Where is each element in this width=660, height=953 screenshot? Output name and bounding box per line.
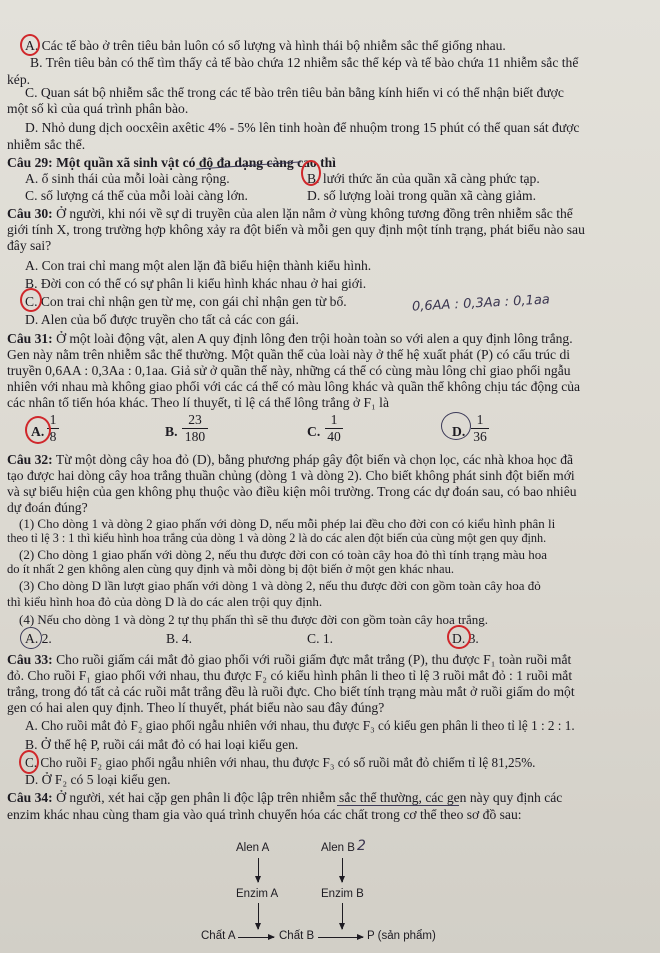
q28-option-d-line2: nhiễm sắc thể.	[7, 137, 86, 152]
q31-stem-line3: truyền 0,6AA : 0,3Aa : 0,1aa. Giả sử ở quần thể này, những cá thể có cùng màu lông chỉ giao phối ngẫu	[7, 363, 571, 378]
answer-circle-q32	[447, 625, 471, 649]
q33-stem-line1: Câu 33: Cho ruồi giấm cái mắt đỏ giao phối với ruồi giấm đực mắt trắng (P), thu được F₁ toàn ruồi mắt	[7, 652, 572, 667]
diagram-allele-a: Alen A	[236, 842, 270, 854]
arrow-enzyme-b-to-reaction	[342, 903, 343, 929]
q30-option-d: D. Alen của bố được truyền cho tất cả các con gái.	[25, 312, 299, 327]
q30-option-c: C. Con trai chỉ nhận gen từ mẹ, con gái chỉ nhận gen từ bố.	[25, 294, 347, 309]
arrow-enzyme-a-to-reaction	[258, 903, 259, 929]
q28-option-a: A. Các tế bào ở trên tiêu bản luôn có số lượng và hình thái bộ nhiễm sắc thể giống nhau.	[25, 38, 506, 53]
q31-a-numerator: 1	[49, 412, 57, 427]
q33-option-b: B. Ở thế hệ P, ruồi cái mắt đỏ có hai loại kiểu gen.	[25, 737, 299, 752]
q31-b-denominator: 180	[184, 429, 206, 444]
q32-stem-line4: dự đoán đúng?	[7, 500, 88, 515]
diagram-substance-a: Chất A	[201, 930, 236, 942]
q31-stem-line2: Gen này nằm trên nhiễm sắc thể thường. Một quần thể của loài này ở thế hệ xuất phát (P) có cấu trúc di	[7, 347, 571, 362]
q31-option-c-fraction	[325, 413, 343, 444]
q30-stem-line3: đây sai?	[7, 238, 52, 253]
arrow-substance-b-to-product	[318, 937, 363, 938]
q32-stem-line3: và sự biểu hiện của gen không phụ thuộc vào điều kiện môi trường. Trong các dự đoán sau, có bao nhiêu	[7, 484, 577, 499]
q32-statement-1-line1: (1) Cho dòng 1 và dòng 2 giao phấn với dòng D, nếu mỗi phép lai đều cho đời con có kiểu hình phân li	[19, 516, 556, 531]
q31-d-denominator: 36	[473, 429, 487, 444]
q28-option-b-line1: B. Trên tiêu bản có thể tìm thấy cả tế bào chứa 12 nhiễm sắc thể kép và tế bào chứa 11 nhiễm sắc thể	[30, 55, 579, 70]
underline-q34	[337, 805, 459, 806]
q32-option-d: D. 3.	[452, 631, 479, 646]
q31-option-b-label: B.	[165, 424, 178, 439]
arrow-allele-a-to-enzyme-a	[258, 858, 259, 882]
q34-stem-line2: enzim khác nhau cùng tham gia vào quá trình chuyển hóa các chất trong cơ thể theo sơ đồ sau:	[7, 807, 522, 822]
q32-stem-line1: Câu 32: Từ một dòng cây hoa đỏ (D), bằng phương pháp gây đột biến và chọn lọc, các nhà khoa học đã	[7, 452, 574, 467]
q31-d-numerator: 1	[476, 412, 484, 427]
diagram-enzyme-a: Enzim A	[236, 888, 279, 900]
q32-statement-1-line2: theo tỉ lệ 3 : 1 thì kiểu hình hoa trắng của dòng 1 và dòng 2 là do các alen đột biến của cùng một gen quy định.	[7, 531, 547, 545]
q31-stem-line5: các nhân tố tiến hóa khác. Theo lí thuyết, tỉ lệ cá thể lông trắng ở F₁ là	[7, 395, 389, 410]
question-number: Câu 31:	[7, 331, 53, 346]
q30-stem-line2: giới tính X, trong trường hợp không xảy ra đột biến và mỗi gen quy định một tính trạng, phát biểu nào sau	[7, 222, 585, 237]
diagram-product: P (sản phẩm)	[367, 930, 436, 942]
q32-statement-3-line2: thì kiểu hình hoa đỏ của dòng D là do các alen trội quy định.	[7, 594, 323, 609]
question-number: Câu 34:	[7, 790, 53, 805]
q33-stem-line3: trắng, trong đó tất cả các ruồi mắt trắng đều là ruồi đực. Cho biết tính trạng màu mắt ở ruồi giấm do một	[7, 684, 575, 699]
arrow-substance-a-to-b	[238, 937, 274, 938]
q33-stem-line4: gen có hai alen quy định. Theo lí thuyết, phát biểu nào sau đây đúng?	[7, 700, 385, 715]
q28-option-d-line1: D. Nhỏ dung dịch oocxêin axêtic 4% - 5% lên tinh hoàn để nhuộm trong 15 phút có thể quan sát được	[25, 120, 580, 135]
q31-a-denominator: 8	[49, 429, 57, 444]
question-number: Câu 32:	[7, 452, 53, 467]
pencil-circle-q31-d	[441, 412, 471, 440]
diagram-substance-b: Chất B	[279, 930, 315, 942]
diagram-allele-b: Alen B	[321, 842, 355, 854]
answer-circle-q33	[19, 750, 39, 774]
q28-option-b-line2: kép.	[7, 72, 31, 87]
q33-stem-line2: đỏ. Cho ruồi F₁ giao phối với nhau, thu được F₂ có kiểu hình phân li theo tỉ lệ 3 ruồi mắt đỏ : 1 ruồi mắt	[7, 668, 573, 683]
q31-stem-line4: nhiên với nhau mà không giao phối với các cá thể có màu lông khác và quần thể không chịu tác động của	[7, 379, 581, 394]
q32-statement-4: (4) Nếu cho dòng 1 và dòng 2 tự thụ phấn thì sẽ thu được đời con gồm toàn cây hoa trắng.	[19, 612, 489, 627]
answer-circle-q28	[20, 34, 40, 56]
handwritten-note-q30: 0,6AA : 0,3Aa : 0,1aa	[411, 292, 551, 315]
q31-option-d-fraction	[471, 413, 489, 444]
q31-option-d-label: D.	[452, 424, 466, 439]
q28-option-c-line1: C. Quan sát bộ nhiễm sắc thể trong các tế bào trên tiêu bản bằng kính hiển vi có thể nhận biết được	[25, 85, 564, 100]
q33-option-a: A. Cho ruồi mắt đỏ F₂ giao phối ngẫu nhiên với nhau, thu được F₃ có kiểu gen phân li theo tỉ lệ 1 : 2 : 1.	[25, 718, 575, 733]
q30-option-a: A. Con trai chỉ mang một alen lặn đã biểu hiện thành kiểu hình.	[25, 258, 372, 273]
pencil-circle-q32-a	[20, 627, 42, 649]
q31-c-numerator: 1	[330, 412, 338, 427]
arrow-allele-b-to-enzyme-b	[342, 858, 343, 882]
answer-circle-q30	[20, 288, 42, 312]
q29-stem: Câu 29: Một quần xã sinh vật có độ đa dạng càng cao thì	[7, 155, 336, 170]
q29-option-c: C. số lượng cá thể của mỗi loài càng lớn.	[25, 188, 248, 203]
answer-circle-q31-a	[25, 416, 51, 444]
q32-statement-2-line2: do ít nhất 2 gen không alen cùng quy định và mỗi dòng bị đột biến ở một gen khác nhau.	[7, 562, 455, 576]
q30-option-b: B. Đời con có thể có sự phân li kiểu hình khác nhau ở hai giới.	[25, 276, 367, 291]
q31-c-denominator: 40	[327, 429, 341, 444]
q29-option-a: A. ổ sinh thái của mỗi loài càng rộng.	[25, 171, 230, 186]
q29-option-b: B. lưới thức ăn của quần xã càng phức tạp.	[307, 171, 540, 186]
q31-stem-line1: Câu 31: Ở một loài động vật, alen A quy định lông đen trội hoàn toàn so với alen a quy định lông trắng.	[7, 331, 573, 346]
q33-option-c: C. Cho ruồi F₂ giao phối ngẫu nhiên với nhau, thu được F₃ có số ruồi mắt đỏ chiếm tỉ lệ 81,25%.	[25, 755, 536, 770]
q33-option-d: D. Ở F₂ có 5 loại kiểu gen.	[25, 772, 171, 787]
q31-option-a-label: A.	[31, 424, 45, 439]
q31-option-b-fraction	[182, 413, 208, 444]
handwritten-note-q34: 2	[357, 838, 366, 854]
diagram-enzyme-b: Enzim B	[321, 888, 364, 900]
question-number: Câu 33:	[7, 652, 53, 667]
q32-option-c: C. 1.	[307, 631, 334, 646]
answer-circle-q29	[301, 160, 321, 186]
q34-stem-line1: Câu 34: Ở người, xét hai cặp gen phân li độc lập trên nhiễm sắc thể thường, các gen này quy định các	[7, 790, 563, 805]
question-number: Câu 29:	[7, 155, 53, 170]
q31-option-c-label: C.	[307, 424, 321, 439]
q32-statement-3-line1: (3) Cho dòng D lần lượt giao phấn với dòng 1 và dòng 2, nếu thu được đời con gồm toàn cây hoa đỏ	[19, 578, 541, 593]
q32-option-b: B. 4.	[166, 631, 193, 646]
q31-b-numerator: 23	[188, 412, 202, 427]
q29-option-d: D. số lượng loài trong quần xã càng giảm.	[307, 188, 536, 203]
q32-statement-2-line1: (2) Cho dòng 1 giao phấn với dòng 2, nếu thu được đời con có toàn cây hoa đỏ thì tính trạng màu hoa	[19, 547, 548, 562]
q30-stem-line1: Câu 30: Ở người, khi nói về sự di truyền của alen lặn nằm ở vùng không tương đồng trên nhiễm sắc thể	[7, 206, 573, 221]
q32-stem-line2: tạo được hai dòng cây hoa trắng thuần chủng (dòng 1 và dòng 2). Cho biết không phát sinh đột biến mới	[7, 468, 575, 483]
q28-option-c-line2: một số kì của quá trình phân bào.	[7, 101, 189, 116]
q32-option-a: A. 2.	[25, 631, 52, 646]
